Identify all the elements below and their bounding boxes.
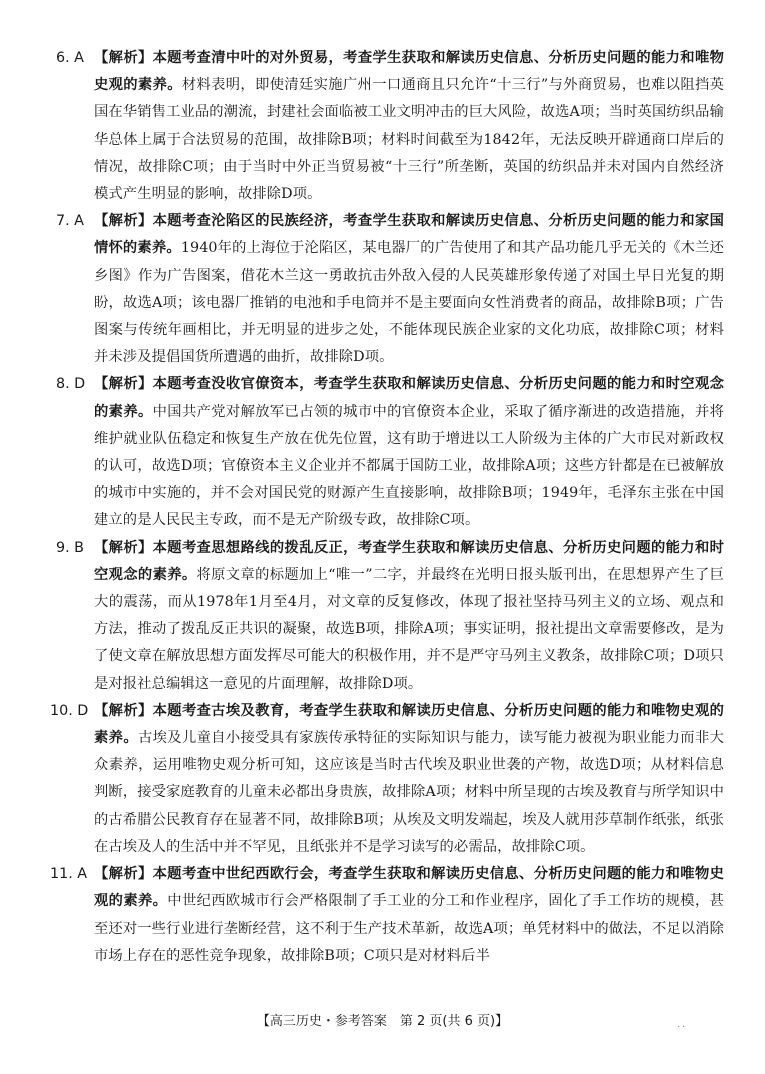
answer-text [94, 371, 724, 534]
answer-number: 10. D [50, 702, 89, 719]
answer-body: 1940年的上海位于沦陷区，某电器厂的广告使用了和其产品功能几乎无关的《木兰还乡图》作为广告图案，借花木兰这一勇敢抗击外敌入侵的人民英雄形象传递了对国土早日光复的期盼，故选A项；该电器厂推销的电池和手电筒并不是主要面向女性消费者的商品，故排除B项；广告图案与传统年画相比，并无明显的进步之处，不能体现民族企业家的文化功底，故排除C项；材料并未涉及提倡国货所遭遇的曲折，故排除D项。 [94, 240, 724, 366]
page-footer: 【高三历史・参考答案 第 2 页(共 6 页)】 [256, 1014, 509, 1029]
answer-number: 7. A [56, 213, 84, 230]
answer-item-6 [56, 45, 724, 208]
corner-mark: .. [677, 1020, 687, 1030]
answer-lead: 【解析】本题考查思想路线的拨乱反正，考查学生获取和解读历史信息、分析历史问题的能力和时空观念的素养。 [94, 539, 724, 583]
answer-list [50, 45, 725, 970]
answer-body: 中世纪西欧城市行会严格限制了手工业的分工和作业程序，固化了手工作坊的规模，甚至还对一些行业进行垄断经营，这不利于生产技术革新，故选A项；单凭材料中的做法，不足以消除市场上存在的恶性竞争现象，故排除B项；C项只是对材料后半 [94, 893, 725, 964]
answer-text [94, 208, 724, 371]
answer-text [94, 45, 724, 208]
answer-item-7 [56, 208, 724, 371]
answer-lead: 【解析】本题考查没收官僚资本，考查学生获取和解读历史信息、分析历史问题的能力和时空观念的素养。 [94, 376, 724, 420]
answer-body: 古埃及儿童自小接受具有家族传承特征的实际知识与能力，读写能力被视为职业能力而非大众素养，运用唯物史观分析可知，这应该是当时古代埃及职业世袭的产物，故选D项；从材料信息判断，接受家庭教育的儿童未必都出身贵族，故排除A项；材料中所呈现的古埃及教育与所学知识中的古希腊公民教育存在显著不同，故排除B项；从埃及文明发端起，埃及人就用莎草制作纸张，纸张在古埃及人的生活中并不罕见，且纸张并不是学习读写的必需品，故排除C项。 [94, 730, 724, 855]
answer-item-10 [50, 698, 724, 861]
answer-body: 中国共产党对解放军已占领的城市中的官僚资本企业，采取了循序渐进的改造措施，并将维护就业队伍稳定和恢复生产放在优先位置，这有助于增进以工人阶级为主体的广大市民对新政权的认可，故选D项；官僚资本主义企业并不都属于国防工业，故排除A项；这些方针都是在已被解放的城市中实施的，并不会对国民党的财源产生直接影响，故排除B项；1949年，毛泽东主张在中国建立的是人民民主专政，而不是无产阶级专政，故排除C项。 [94, 403, 724, 529]
answer-item-8 [56, 371, 724, 534]
answer-lead: 【解析】本题考查中世纪西欧行会，考查学生获取和解读历史信息、分析历史问题的能力和唯物史观的素养。 [94, 866, 724, 910]
answer-lead: 【解析】本题考查古埃及教育，考查学生获取和解读历史信息、分析历史问题的能力和唯物史观的素养。 [94, 702, 724, 747]
answer-number: 6. A [56, 50, 84, 66]
answer-number: 8. D [56, 376, 86, 393]
answer-number: 11. A [50, 866, 88, 883]
answer-body: 将原文章的标题加上“唯一”二字，并最终在光明日报头版刊出，在思想界产生了巨大的震荡，而从1978年1月至4月，对文章的反复修改，体现了报社坚持马列主义的立场、观点和方法，推动了拨乱反正共识的凝聚，故选B项，排除A项；事实证明，报社提出文章需要修改，是为了使文章在解放思想方面发挥尽可能大的积极作用，并不是严守马列主义教条，故排除C项；D项只是对报社总编辑这一意见的片面理解，故排除D项。 [94, 566, 724, 692]
answer-body: 材料表明，即使清廷实施广州一口通商且只允许“十三行”与外商贸易，也难以阻挡英国在华销售工业品的潮流，封建社会面临被工业文明冲击的巨大风险，故选A项；当时英国纺织品输华总体上属于合法贸易的范围，故排除B项；材料时间截至为1842年，无法反映开辟通商口岸后的情况，故排除C项；由于当时中外正当贸易被“十三行”所垄断，英国的纺织品并未对国内自然经济模式产生明显的影响，故排除D项。 [94, 77, 724, 203]
answer-item-11 [50, 861, 725, 970]
answer-number: 9. B [56, 539, 84, 556]
answer-item-9 [56, 535, 724, 698]
answer-text [94, 535, 724, 698]
answer-text [94, 698, 724, 861]
answer-lead: 【解析】本题考查清中叶的对外贸易，考查学生获取和解读历史信息、分析历史问题的能力和唯物史观的素养。 [94, 50, 724, 94]
answer-text [94, 861, 724, 970]
answer-lead: 【解析】本题考查沦陷区的民族经济，考查学生获取和解读历史信息、分析历史问题的能力和家国情怀的素养。 [94, 213, 724, 257]
